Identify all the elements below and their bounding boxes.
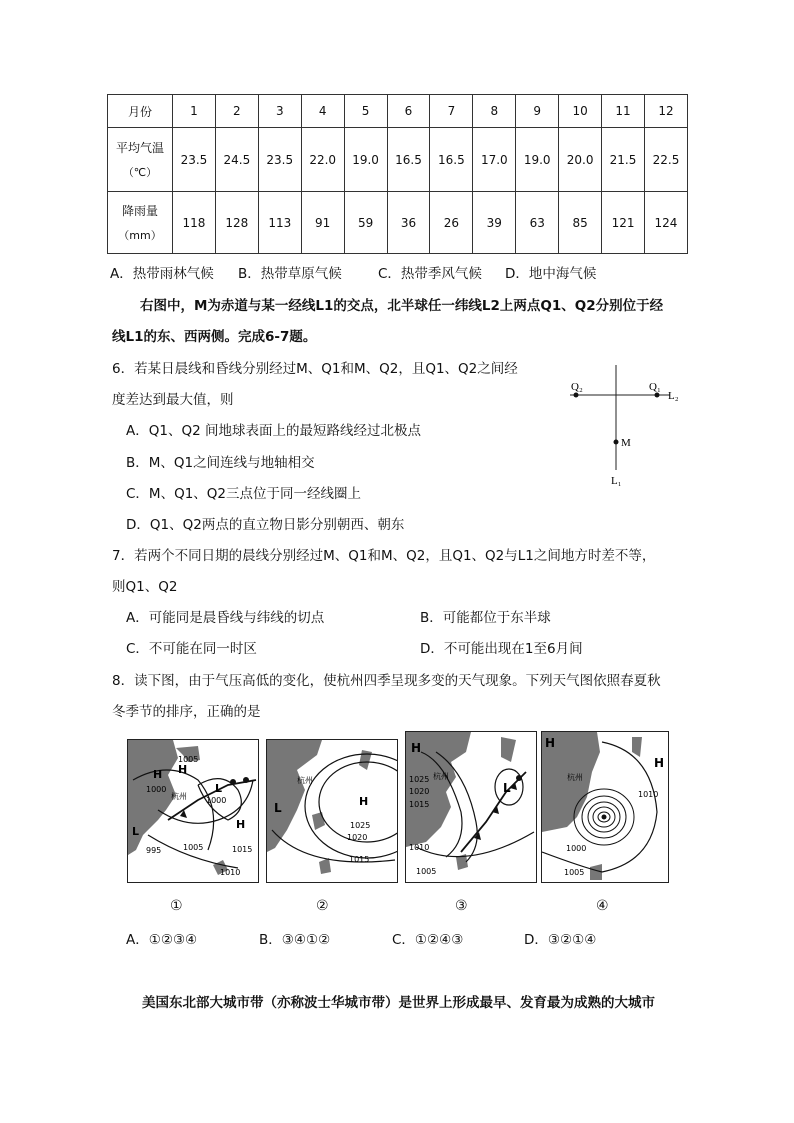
q8-option-b: B．③④①②: [259, 932, 331, 948]
q7-option-a: A．可能同是晨昏线与纬线的切点: [126, 610, 325, 626]
city-label: 杭州: [297, 776, 313, 785]
intro-text-2: 线L1的东、西两侧。完成6-7题。: [112, 329, 317, 345]
temp-cell: 22.5: [644, 128, 687, 192]
temp-cell: 21.5: [602, 128, 645, 192]
isobar-label: 1005: [183, 843, 204, 852]
q6-option-b: B．M、Q1之间连线与地轴相交: [126, 455, 315, 471]
isobar-label: 1005: [178, 755, 199, 764]
low-label: L: [132, 825, 140, 838]
city-label: 杭州: [433, 772, 449, 781]
rain-cell: 85: [559, 192, 602, 254]
land-mass: [359, 750, 372, 770]
isobar-label: 1000: [206, 796, 227, 805]
temp-row: [108, 128, 688, 192]
q6-option-d: D．Q1、Q2两点的直立物日影分别朝西、朝东: [126, 517, 405, 533]
temp-label: 平均气温: [115, 141, 164, 155]
label-q2: Q₂: [571, 381, 583, 393]
month-cell: 3: [258, 95, 301, 128]
q6-option-a: A．Q1、Q2 间地球表面上的最短路线经过北极点: [126, 423, 421, 439]
land-mass: [267, 740, 322, 852]
high-label: H: [359, 795, 369, 808]
rain-cell: 121: [602, 192, 645, 254]
label-q1: Q₁: [649, 381, 661, 393]
q5-option-c: C．热带季风气候: [378, 266, 482, 282]
rain-cell: 63: [516, 192, 559, 254]
q6-stem-2: 度差达到最大值，则: [112, 392, 234, 408]
bottom-paragraph: 美国东北部大城市带（亦称波士华城市带）是世界上形成最早、发育最为成熟的大城市: [142, 995, 655, 1011]
month-cell: 11: [602, 95, 645, 128]
isobar-label: 1010: [409, 843, 430, 852]
isobar-label: 1015: [232, 845, 253, 854]
temp-cell: 19.0: [516, 128, 559, 192]
q8-option-d: D．③②①④: [524, 932, 597, 948]
high-label: H: [178, 763, 188, 776]
front-marker: [516, 775, 522, 781]
isobar-label: 1000: [146, 785, 167, 794]
rain-cell: 91: [301, 192, 344, 254]
high-label: H: [411, 741, 422, 755]
high-label: H: [545, 736, 556, 750]
q7-option-b: B．可能都位于东半球: [420, 610, 551, 626]
low-label: L: [215, 782, 223, 795]
rain-cell: 118: [173, 192, 216, 254]
typhoon-center: [602, 815, 607, 820]
q7-option-c: C．不可能在同一时区: [126, 641, 257, 657]
q7-stem-1: 7．若两个不同日期的晨线分别经过M、Q1和M、Q2，且Q1、Q2与L1之间地方时差不等，: [112, 548, 656, 564]
land-mass: [501, 737, 516, 762]
rain-unit: （mm）: [118, 229, 162, 242]
q8-stem-2: 冬季节的排序，正确的是: [112, 704, 261, 720]
isobar-label: 995: [146, 846, 162, 855]
map-caption-4: ④: [596, 898, 609, 914]
q8-option-c: C．①②④③: [392, 932, 464, 948]
weather-map-2: [266, 739, 398, 883]
front-marker: [230, 779, 236, 785]
isobar-label: 1020: [409, 787, 430, 796]
high-label: H: [654, 756, 665, 770]
isobar-label: 1000: [566, 844, 587, 853]
front-marker: [243, 777, 249, 783]
isobar-label: 1025: [350, 821, 371, 830]
isobar-label: 1015: [409, 800, 430, 809]
point-q1: [655, 393, 660, 398]
q8-stem-1: 8．读下图，由于气压高低的变化，使杭州四季呈现多变的天气现象。下列天气图依照春夏秋: [112, 673, 661, 689]
temp-header: [108, 128, 173, 192]
weather-map-4: [541, 731, 669, 883]
isobar-label: 1025: [409, 775, 430, 784]
month-header: 月份: [108, 95, 173, 128]
rain-cell: 59: [344, 192, 387, 254]
rain-cell: 36: [387, 192, 430, 254]
month-cell: 8: [473, 95, 516, 128]
meridian-diagram: [560, 360, 690, 490]
temp-cell: 23.5: [173, 128, 216, 192]
q7-stem-2: 则Q1、Q2: [112, 579, 178, 595]
land-mass: [632, 737, 642, 757]
q5-option-a: A．热带雨林气候: [110, 266, 214, 282]
city-label: 杭州: [171, 792, 187, 801]
temp-unit: （℃）: [122, 166, 158, 179]
rain-cell: 124: [644, 192, 687, 254]
isobar-label: 1005: [416, 867, 437, 876]
rain-label: 降雨量: [121, 204, 158, 218]
rain-cell: 128: [215, 192, 258, 254]
land-mass: [319, 858, 331, 874]
isobar-label: 1020: [347, 833, 368, 842]
month-cell: 6: [387, 95, 430, 128]
q8-option-a: A．①②③④: [126, 932, 198, 948]
climate-table: [107, 94, 688, 254]
label-l1: L₁: [611, 475, 622, 487]
low-label: L: [274, 801, 282, 815]
month-cell: 1: [173, 95, 216, 128]
temp-cell: 16.5: [430, 128, 473, 192]
temp-cell: 22.0: [301, 128, 344, 192]
q5-option-b: B．热带草原气候: [238, 266, 342, 282]
label-m: M: [621, 437, 631, 449]
isobar: [602, 742, 657, 872]
q6-option-c: C．M、Q1、Q2三点位于同一经线圈上: [126, 486, 362, 502]
map-caption-2: ②: [316, 898, 329, 914]
city-label: 杭州: [567, 773, 583, 782]
weather-map-1: [127, 739, 259, 883]
temp-cell: 17.0: [473, 128, 516, 192]
point-m: [614, 440, 619, 445]
isobar-label: 1005: [564, 868, 585, 877]
temp-cell: 16.5: [387, 128, 430, 192]
rain-cell: 39: [473, 192, 516, 254]
isobar-label: 1015: [349, 855, 370, 864]
map-caption-1: ①: [170, 898, 183, 914]
month-row: [108, 95, 688, 128]
low-label: L: [503, 781, 511, 795]
land-mass: [312, 812, 325, 830]
month-cell: 12: [644, 95, 687, 128]
month-cell: 4: [301, 95, 344, 128]
rain-row: [108, 192, 688, 254]
temp-cell: 24.5: [215, 128, 258, 192]
month-cell: 7: [430, 95, 473, 128]
high-label: H: [153, 768, 163, 781]
temp-cell: 20.0: [559, 128, 602, 192]
weather-map-3: [405, 731, 537, 883]
point-q2: [574, 393, 579, 398]
month-cell: 9: [516, 95, 559, 128]
month-cell: 10: [559, 95, 602, 128]
map-caption-3: ③: [455, 898, 468, 914]
high-label: H: [236, 818, 246, 831]
rain-cell: 113: [258, 192, 301, 254]
rain-cell: 26: [430, 192, 473, 254]
label-l2: L₂: [668, 390, 679, 402]
temp-cell: 19.0: [344, 128, 387, 192]
q5-option-d: D．地中海气候: [505, 266, 597, 282]
isobar-label: 1010: [638, 790, 659, 799]
rain-header: [108, 192, 173, 254]
q7-option-d: D．不可能出现在1至6月间: [420, 641, 583, 657]
temp-cell: 23.5: [258, 128, 301, 192]
q6-stem-1: 6．若某日晨线和昏线分别经过M、Q1和M、Q2，且Q1、Q2之间经: [112, 361, 518, 377]
month-cell: 5: [344, 95, 387, 128]
month-cell: 2: [215, 95, 258, 128]
intro-text-1: 右图中，M为赤道与某一经线L1的交点，北半球任一纬线L2上两点Q1、Q2分别位于经: [140, 298, 664, 314]
isobar-label: 1010: [220, 868, 241, 877]
